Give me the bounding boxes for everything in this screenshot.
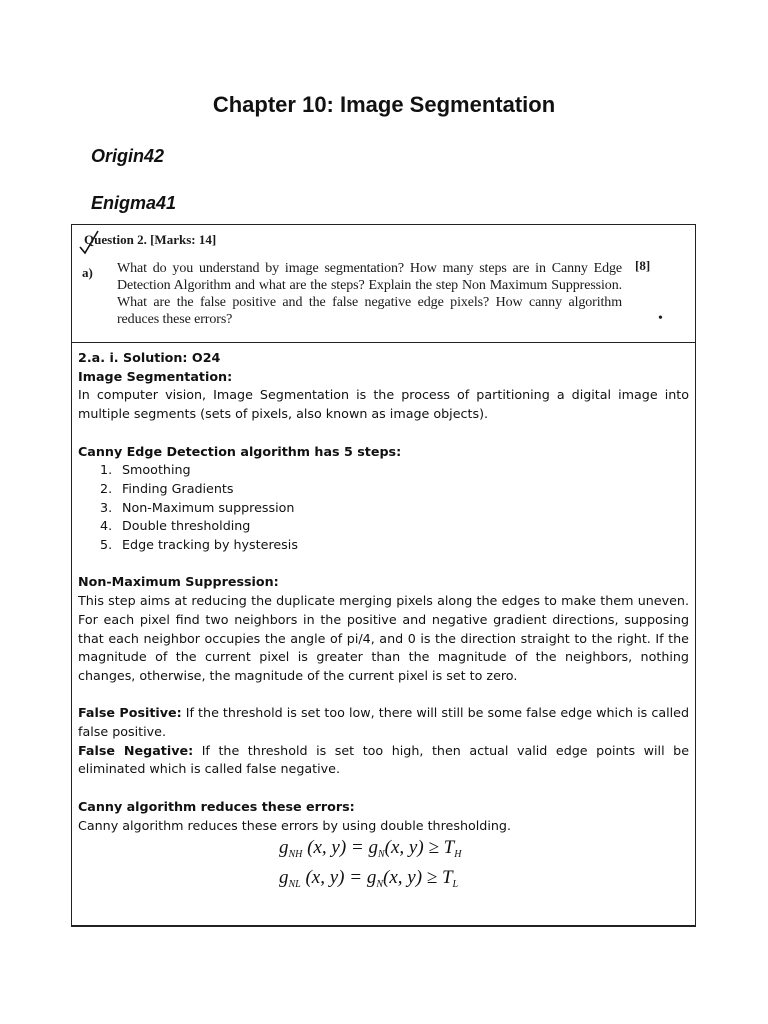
question-label: a): [82, 265, 93, 280]
spacer: [78, 686, 689, 705]
fn-label: False Negative:: [78, 742, 194, 758]
team-name-1: Origin42: [91, 146, 165, 166]
question-answer-box: [71, 224, 696, 927]
answer-body: [78, 349, 689, 835]
formula-high-threshold: $g_{NH}$ (x, $y) = g_N(x$, $y) \ge T_H$: [279, 837, 462, 860]
false-positive-paragraph: [78, 704, 689, 741]
spacer: [78, 424, 689, 443]
solution-id: 2.a. i. Solution: O24: [78, 350, 221, 365]
team-name-2: Enigma41: [91, 193, 177, 213]
false-negative-paragraph: [78, 742, 689, 779]
question-header: Question 2. [Marks: 14]: [84, 232, 217, 247]
fn-text: If the threshold is set too high, then actual valid edge points will be eliminated which is called false negative.: [78, 742, 690, 777]
seg-heading: Image Segmentation:: [78, 368, 233, 384]
canny-steps-list: [78, 461, 689, 555]
formula-low-threshold: $g_{NL}$ (x, $y) = g_N(x$, $y) \ge T_L$: [279, 867, 459, 890]
fp-text: If the threshold is set too low, there will still be some false edge which is called false positive.: [78, 705, 689, 740]
list-item: 3. Non-Maximum suppression: [100, 499, 295, 515]
nms-heading: Non-Maximum Suppression:: [78, 574, 279, 590]
scan-speck: •: [658, 311, 663, 326]
spacer: [78, 555, 689, 574]
reduce-text: Canny algorithm reduces these errors by using double thresholding.: [78, 817, 511, 833]
list-item: 5. Edge tracking by hysteresis: [100, 537, 298, 553]
list-item: 4. Double thresholding: [100, 518, 251, 534]
question-marks: [8]: [635, 258, 651, 273]
reduce-heading: Canny algorithm reduces these errors:: [78, 798, 355, 814]
list-item: 1. Smoothing: [100, 462, 191, 478]
canny-heading: Canny Edge Detection algorithm has 5 steps:: [78, 443, 402, 459]
chapter-title: Chapter 10: Image Segmentation: [212, 92, 556, 117]
question-scan: [72, 225, 695, 343]
question-text: What do you understand by image segmentation? How many steps are in Canny Edge Detection Algorithm and what are the steps? Explain the step Non Maximum Suppression. What are the false positive and the false negative edge pixels? How canny algorithm reduces these errors?: [117, 261, 622, 327]
list-item: 2. Finding Gradients: [100, 480, 234, 496]
nms-text: This step aims at reducing the duplicate merging pixels along the edges to make them uneven. For each pixel find two neighbors in the positive and negative gradient directions, supposing that each neighbor occupies the angle of pi/4, and 0 is the direction straight to the right. If the magnitude of the current pixel is greater than the magnitude of the neighbors, nothing changes, otherwise, the magnitude of the current pixel is set to zero.: [78, 593, 689, 683]
spacer: [78, 779, 689, 798]
fp-label: False Positive:: [78, 705, 182, 721]
seg-text: In computer vision, Image Segmentation is the process of partitioning a digital image into multiple segments (sets of pixels, also known as image objects).: [78, 387, 689, 422]
